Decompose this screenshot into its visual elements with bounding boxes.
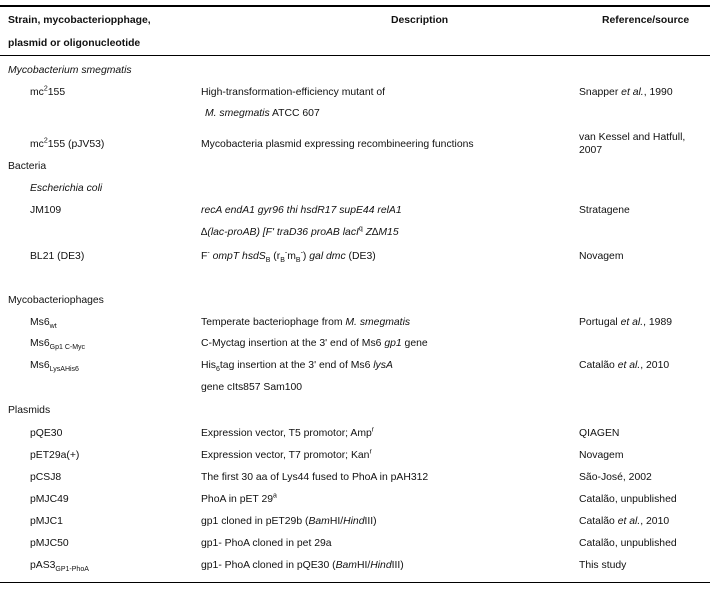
ref-pjv53: van Kessel and Hatfull, 2007 [579, 132, 686, 156]
strain-mc2155: $mc^2155$ [30, 85, 66, 98]
plasmid-pmjc50: pMJC50 [30, 538, 69, 549]
desc-jm109: recA endA1 gyr96 thi hsdR17 supE44 relA1 ∆(lac-proAB) [F' traD36 proAB lacI$^q$ Z∆M15 [201, 205, 402, 238]
ref-ms6his: Catalão et al., 2010 [579, 360, 670, 371]
desc-pjv53: Mycobacteria plasmid expressing recombineering functions [201, 139, 474, 150]
section-plasmids: Plasmids [8, 405, 51, 416]
plasmid-pas3: $pAS3_{GP1-PhoA}$ [30, 560, 89, 574]
desc-pmjc49: PhoA in pET 29$^a$ [201, 492, 277, 505]
strain-jm109: JM109 [30, 205, 62, 216]
ref-bl21: Novagem [579, 251, 624, 262]
bottom-rule [0, 582, 710, 583]
ref-pcsj8: São-José, 2002 [579, 472, 652, 483]
section-ecoli: Escherichia coli [30, 183, 103, 194]
ref-ms6wt: Portugal et al., 1989 [579, 317, 673, 328]
plasmid-pqe30: pQE30 [30, 428, 63, 439]
desc-pet29a: Expression vector, T7 promotor; Kan$^r$ [201, 448, 372, 461]
section-msmeg: Mycobacterium smegmatis [8, 65, 132, 76]
top-rule [0, 5, 710, 7]
desc-ms6wt: Temperate bacteriophage from M. smegmatis [201, 317, 411, 328]
desc-pcsj8: The first 30 aa of Lys44 fused to PhoA in pAH312 [201, 472, 429, 483]
desc-pqe30: Expression vector, T5 promotor; Amp$^r$ [201, 426, 375, 439]
header-col2: Description [391, 15, 449, 26]
phage-ms6his: $Ms6_{LysAHis6}$ [30, 360, 79, 374]
ref-pet29a: Novagem [579, 450, 624, 461]
plasmid-pmjc1: pMJC1 [30, 516, 63, 527]
header-col1-line2: plasmid or oligonucleotide [8, 38, 141, 49]
section-bacteria: Bacteria [8, 161, 47, 172]
phage-ms6myc: $Ms6_{Gp1 C-Myc}$ [30, 338, 86, 352]
ref-pmjc50: Catalão, unpublished [579, 538, 677, 549]
header-col1 [8, 14, 151, 51]
desc-mc2155: High-transformation-efficiency mutant of M. smegmatis ATCC 607 [201, 87, 386, 119]
ref-pqe30: QIAGEN [579, 428, 620, 439]
plasmid-pmjc49: pMJC49 [30, 494, 69, 505]
strain-bl21: BL21 (DE3) [30, 251, 85, 262]
plasmid-pcsj8: pCSJ8 [30, 472, 62, 483]
ref-pas3: This study [579, 560, 627, 571]
header-col1-line1: Strain, mycobacteriopphage, [8, 15, 151, 26]
strain-pjv53: $mc^2155$ (pJV53) [30, 137, 105, 150]
ref-mc2155: Snapper et al., 1990 [579, 87, 673, 98]
desc-bl21: F- ompT hsdS$_B$ $(r_B^-m_B^-)$ gal dmc (DE3) [201, 249, 376, 265]
section-phages: Mycobacteriophages [8, 295, 104, 306]
desc-pmjc1: gp1 cloned in pET29b (BamHI/HindIII) [201, 516, 377, 527]
desc-ms6myc: C-Myctag insertion at the 3' end of Ms6 gp1 gene [201, 338, 428, 349]
plasmid-pet29a: pET29a(+) [30, 450, 80, 461]
phage-ms6wt: $Ms6_{wt}$ [30, 317, 57, 331]
desc-pmjc50: gp1- PhoA cloned in pet 29a [201, 538, 332, 549]
header-col3: Reference/source [602, 15, 690, 26]
header-rule [0, 55, 710, 56]
desc-pas3: gp1- PhoA cloned in pQE30 (BamHI/HindIII) [201, 560, 404, 571]
ref-pmjc49: Catalão, unpublished [579, 494, 677, 505]
desc-ms6his: His$_6$tag insertion at the 3' end of Ms6 lysA gene cIts857 Sam100 [201, 360, 393, 393]
ref-pmjc1: Catalão et al., 2010 [579, 516, 670, 527]
ref-jm109: Stratagene [579, 205, 630, 216]
